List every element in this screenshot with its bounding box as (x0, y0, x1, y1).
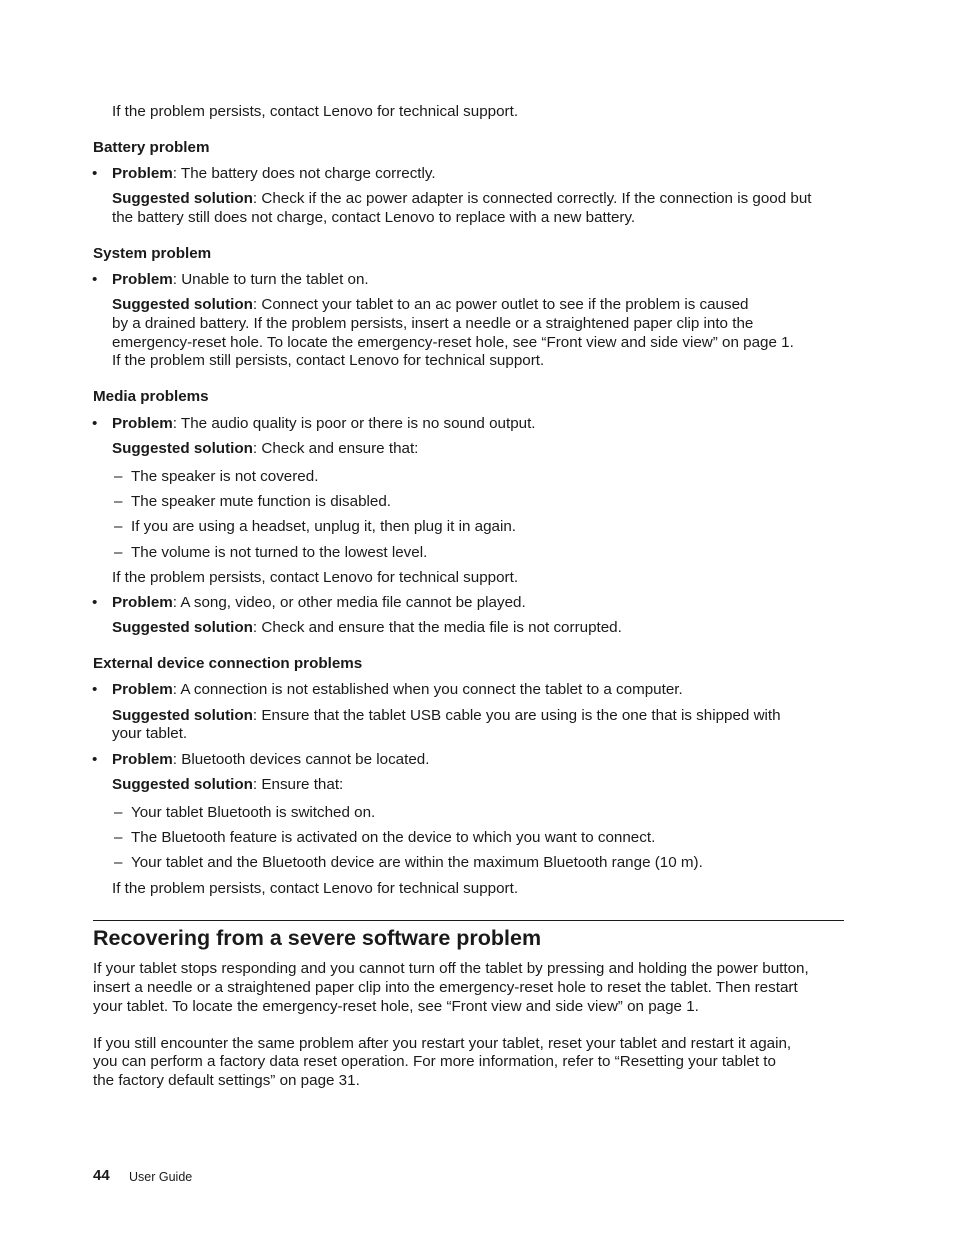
external-heading: External device connection problems (93, 655, 363, 672)
page-number: 44 (93, 1167, 110, 1184)
external-solution-1-cont: your tablet. (112, 725, 188, 742)
check-item: Your tablet and the Bluetooth device are within the maximum Bluetooth range (10 m). (131, 854, 703, 871)
media-solution-2: Suggested solution: Check and ensure that the media file is not corrupted. (112, 619, 622, 636)
check-item: The Bluetooth feature is activated on the device to which you want to connect. (131, 829, 656, 846)
external-problem-2: Problem: Bluetooth devices cannot be located. (112, 751, 430, 768)
dash: – (114, 804, 123, 821)
check-item: Your tablet Bluetooth is switched on. (131, 804, 376, 821)
media-problem-2: Problem: A song, video, or other media file cannot be played. (112, 594, 526, 611)
system-solution: Suggested solution: Connect your tablet to an ac power outlet to see if the problem is caused (112, 296, 749, 313)
external-solution-2: Suggested solution: Ensure that: (112, 776, 344, 793)
bullet: • (92, 415, 98, 432)
system-problem: Problem: Unable to turn the tablet on. (112, 271, 369, 288)
dash: – (114, 493, 123, 510)
media-after-text: If the problem persists, contact Lenovo for technical support. (112, 569, 519, 586)
check-item: The speaker mute function is disabled. (131, 493, 392, 510)
dash: – (114, 468, 123, 485)
bullet: • (92, 751, 98, 768)
check-item: If you are using a headset, unplug it, then plug it in again. (131, 518, 517, 535)
recovering-para-2-l3: the factory default settings” on page 31. (93, 1072, 360, 1089)
section-divider (93, 920, 844, 921)
bullet: • (92, 165, 98, 182)
dash: – (114, 544, 123, 561)
bullet: • (92, 271, 98, 288)
check-item: The volume is not turned to the lowest level. (131, 544, 428, 561)
dash: – (114, 518, 123, 535)
media-heading: Media problems (93, 388, 209, 405)
system-solution-l4: If the problem still persists, contact Lenovo for technical support. (112, 352, 545, 369)
dash: – (114, 854, 123, 871)
battery-solution: Suggested solution: Check if the ac power adapter is connected correctly. If the connection is good but (112, 190, 812, 207)
check-item: The speaker is not covered. (131, 468, 319, 485)
footer-title: User Guide (129, 1170, 193, 1184)
system-heading: System problem (93, 245, 212, 262)
bullet: • (92, 594, 98, 611)
system-solution-l2: by a drained battery. If the problem persists, insert a needle or a straightened paper clip into the (112, 315, 754, 332)
battery-problem: Problem: The battery does not charge correctly. (112, 165, 436, 182)
intro-text: If the problem persists, contact Lenovo for technical support. (112, 103, 519, 120)
media-solution-1: Suggested solution: Check and ensure that: (112, 440, 419, 457)
battery-solution-cont: the battery still does not charge, contact Lenovo to replace with a new battery. (112, 209, 636, 226)
system-solution-l3: emergency-reset hole. To locate the emergency-reset hole, see “Front view and side view” on page 1. (112, 334, 794, 351)
external-problem-1: Problem: A connection is not established when you connect the tablet to a computer. (112, 681, 683, 698)
recovering-para-1-l3: your tablet. To locate the emergency-reset hole, see “Front view and side view” on page 1. (93, 998, 699, 1015)
recovering-para-2-l2: you can perform a factory data reset operation. For more information, refer to “Resetting your tablet to (93, 1053, 776, 1070)
external-after-text: If the problem persists, contact Lenovo for technical support. (112, 880, 519, 897)
recovering-para-2-l1: If you still encounter the same problem after you restart your tablet, reset your tablet and restart it again, (93, 1035, 792, 1052)
recovering-para-1-l1: If your tablet stops responding and you cannot turn off the tablet by pressing and holding the power button, (93, 960, 809, 977)
bullet: • (92, 681, 98, 698)
dash: – (114, 829, 123, 846)
media-problem-1: Problem: The audio quality is poor or there is no sound output. (112, 415, 536, 432)
battery-heading: Battery problem (93, 139, 210, 156)
external-solution-1: Suggested solution: Ensure that the tablet USB cable you are using is the one that is shipped with (112, 707, 781, 724)
recovering-para-1-l2: insert a needle or a straightened paper clip into the emergency-reset hole to reset the tablet. Then restart (93, 979, 798, 996)
section-title: Recovering from a severe software problem (93, 926, 542, 950)
